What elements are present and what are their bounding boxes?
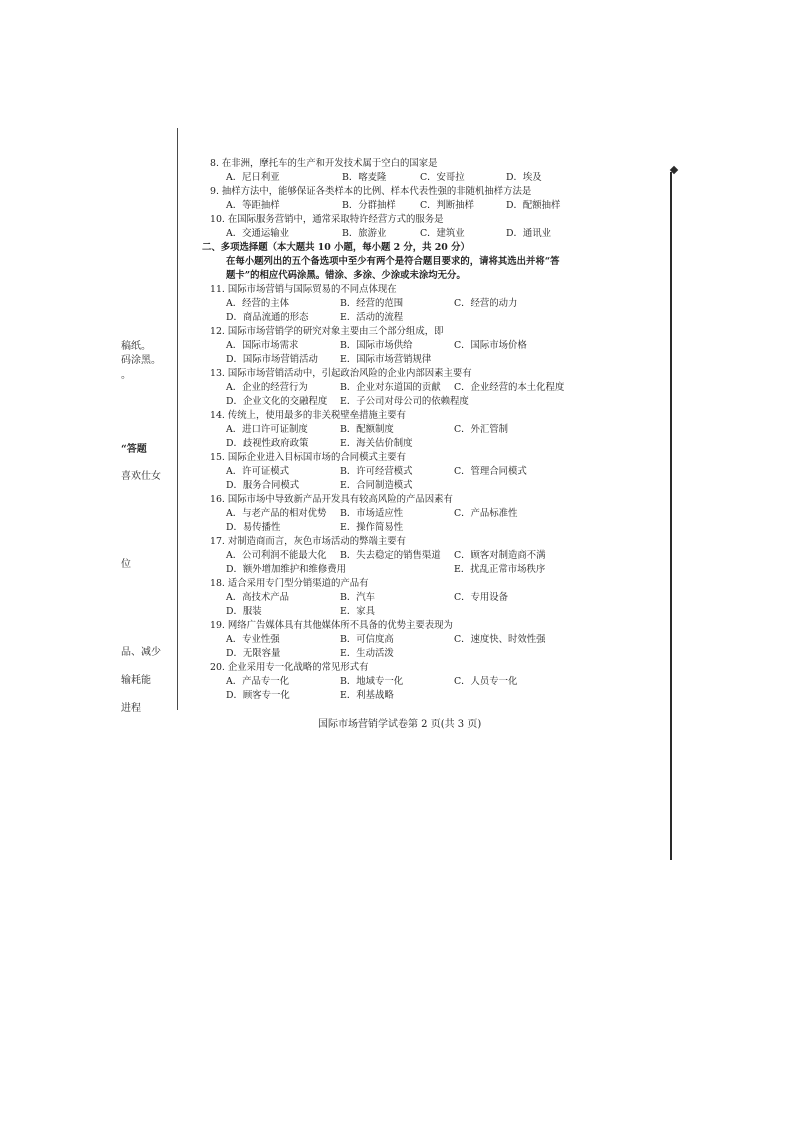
- option: B．失去稳定的销售渠道: [340, 550, 441, 561]
- page-footer: 国际市场营销学试卷第 2 页(共 3 页): [318, 719, 482, 730]
- question-stem: 16. 国际市场中导致新产品开发具有较高风险的产品因素有: [210, 494, 453, 505]
- option: B．旅游业: [342, 228, 387, 239]
- option: A．产品专一化: [226, 676, 290, 687]
- option: C．安哥拉: [420, 172, 465, 183]
- option: C．产品标准性: [454, 508, 518, 519]
- question-stem: 17. 对制造商而言，灰色市场活动的弊端主要有: [210, 536, 407, 547]
- option: D．配额抽样: [506, 200, 561, 211]
- option: D．服装: [226, 606, 262, 617]
- option: B．国际市场供给: [340, 340, 413, 351]
- question-stem: 10. 在国际服务营销中，通常采取特许经营方式的服务是: [210, 214, 444, 225]
- margin-fragment: 码涂黑。: [121, 355, 161, 366]
- margin-fragment: 。: [121, 370, 131, 381]
- question-stem: 19. 网络广告媒体具有其他媒体所不具备的优势主要表现为: [210, 620, 453, 631]
- option: A．与老产品的相对优势: [226, 508, 327, 519]
- option: D．通讯业: [506, 228, 552, 239]
- margin-fragment: 品、减少: [121, 647, 161, 658]
- option: B．配额制度: [340, 424, 394, 435]
- option: B．地域专一化: [340, 676, 404, 687]
- option: C．管理合同模式: [454, 466, 527, 477]
- option: C．经营的动力: [454, 298, 518, 309]
- option: C．专用设备: [454, 592, 509, 603]
- scan-edge-line: [670, 172, 672, 860]
- margin-fragment: “答题: [121, 444, 147, 455]
- option: E．家具: [340, 606, 375, 617]
- option: C．人员专一化: [454, 676, 518, 687]
- option: A．公司利润不能最大化: [226, 550, 327, 561]
- option: E．海关估价制度: [340, 438, 413, 449]
- margin-fragment: 稿纸。: [121, 341, 151, 352]
- option: E．活动的流程: [340, 312, 404, 323]
- option: B．分群抽样: [342, 200, 396, 211]
- option: A．专业性强: [226, 634, 280, 645]
- margin-fragment: 输耗能: [121, 675, 151, 686]
- option: A．经营的主体: [226, 298, 290, 309]
- section-title: 二、多项选择题（本大题共 10 小题，每小题 2 分，共 20 分）: [202, 242, 470, 253]
- option: A．进口许可证制度: [226, 424, 308, 435]
- option: C．判断抽样: [420, 200, 475, 211]
- question-stem: 18. 适合采用专门型分销渠道的产品有: [210, 578, 369, 589]
- option: E．合同制造模式: [340, 480, 413, 491]
- option: D．顾客专一化: [226, 690, 290, 701]
- question-stem: 15. 国际企业进入目标国市场的合同模式主要有: [210, 452, 407, 463]
- option: B．企业对东道国的贡献: [340, 382, 441, 393]
- option: C．速度快、时效性强: [454, 634, 546, 645]
- option: C．顾客对制造商不满: [454, 550, 546, 561]
- question-stem: 11. 国际市场营销与国际贸易的不同点体现在: [210, 284, 397, 295]
- option: E．子公司对母公司的依赖程度: [340, 396, 469, 407]
- margin-fragment: 进程: [121, 703, 141, 714]
- option: E．扰乱正常市场秩序: [454, 564, 546, 575]
- question-stem: 13. 国际市场营销活动中，引起政治风险的企业内部因素主要有: [210, 368, 472, 379]
- question-stem: 14. 传统上，使用最多的非关税壁垒措施主要有: [210, 410, 407, 421]
- option: C．建筑业: [420, 228, 465, 239]
- section-instruction: 题卡”的相应代码涂黑。错涂、多涂、少涂或未涂均无分。: [226, 270, 466, 281]
- option: C．外汇管制: [454, 424, 509, 435]
- option: E．生动活泼: [340, 648, 394, 659]
- question-stem: 8. 在非洲，摩托车的生产和开发技术属于空白的国家是: [210, 158, 438, 169]
- option: D．无限容量: [226, 648, 281, 659]
- option: E．利基战略: [340, 690, 394, 701]
- option: D．埃及: [506, 172, 542, 183]
- option: A．企业的经营行为: [226, 382, 308, 393]
- option: E．国际市场营销规律: [340, 354, 432, 365]
- option: B．可信度高: [340, 634, 394, 645]
- margin-fragment: 位: [121, 559, 131, 570]
- option: C．国际市场价格: [454, 340, 527, 351]
- option: D．国际市场营销活动: [226, 354, 318, 365]
- option: E．操作简易性: [340, 522, 404, 533]
- option: D．企业文化的交融程度: [226, 396, 328, 407]
- question-stem: 12. 国际市场营销学的研究对象主要由三个部分组成，即: [210, 326, 444, 337]
- option: B．市场适应性: [340, 508, 404, 519]
- option: D．额外增加维护和维修费用: [226, 564, 347, 575]
- binding-line: [177, 128, 178, 710]
- question-stem: 20. 企业采用专一化战略的常见形式有: [210, 662, 369, 673]
- option: A．等距抽样: [226, 200, 280, 211]
- option: D．服务合同模式: [226, 480, 300, 491]
- option: A．尼日利亚: [226, 172, 280, 183]
- option: A．国际市场需求: [226, 340, 299, 351]
- option: C．企业经营的本土化程度: [454, 382, 565, 393]
- option: A．交通运输业: [226, 228, 290, 239]
- option: B．许可经营模式: [340, 466, 413, 477]
- option: D．商品流通的形态: [226, 312, 309, 323]
- margin-fragment: 喜欢仕女: [121, 471, 161, 482]
- option: A．许可证模式: [226, 466, 290, 477]
- option: A．高技术产品: [226, 592, 290, 603]
- question-stem: 9. 抽样方法中，能够保证各类样本的比例、样本代表性强的非随机抽样方法是: [210, 186, 532, 197]
- option: D．易传播性: [226, 522, 281, 533]
- option: B．经营的范围: [340, 298, 404, 309]
- section-instruction: 在每小题列出的五个备选项中至少有两个是符合题目要求的，请将其选出并将“答: [226, 256, 560, 267]
- option: D．歧视性政府政策: [226, 438, 309, 449]
- option: B．喀麦隆: [342, 172, 387, 183]
- option: B．汽车: [340, 592, 376, 603]
